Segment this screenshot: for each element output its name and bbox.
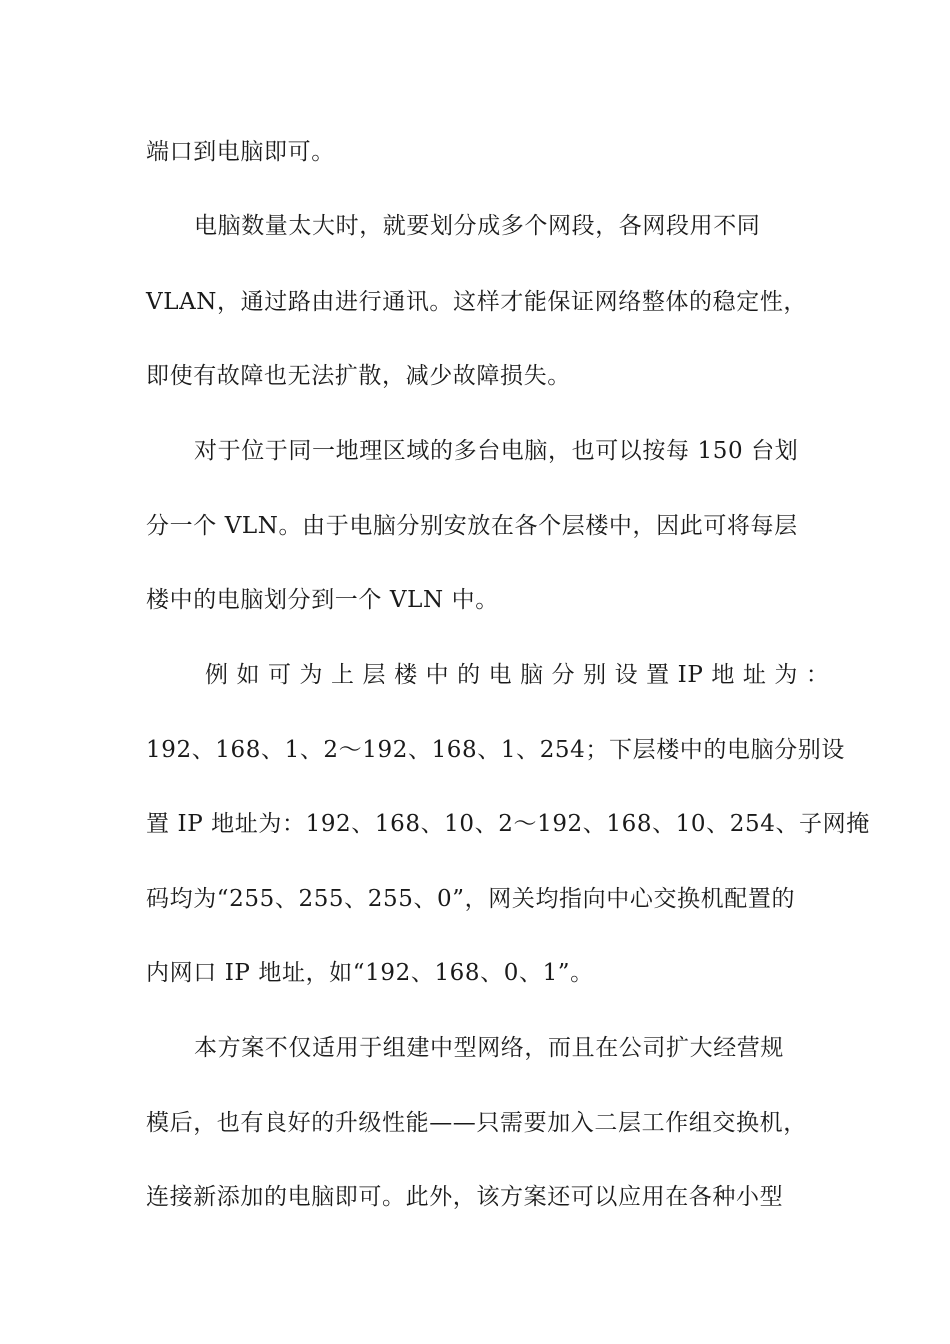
paragraph-start-line: 例 如 可 为 上 层 楼 中 的 电 脑 分 别 设 置 IP 地 址 为 ：	[205, 662, 830, 688]
text-line: VLAN，通过路由进行通讯。这样才能保证网络整体的稳定性，	[146, 289, 808, 315]
text-line: 内网口 IP 地址，如“192、168、0、1”。	[146, 960, 594, 986]
text-line: 192、168、1、2～192、168、1、254；下层楼中的电脑分别设	[146, 737, 845, 763]
text-line: 置 IP 地址为：192、168、10、2～192、168、10、254、子网掩	[146, 811, 870, 837]
paragraph-start-line: 对于位于同一地理区域的多台电脑，也可以按每 150 台划	[194, 438, 799, 464]
text-line: 端口到电脑即可。	[146, 139, 335, 165]
text-line: 即使有故障也无法扩散，减少故障损失。	[146, 363, 571, 389]
text-line: 码均为“255、255、255、0”，网关均指向中心交换机配置的	[146, 886, 796, 912]
paragraph-start-line: 电脑数量太大时，就要划分成多个网段，各网段用不同	[194, 213, 761, 239]
paragraph-start-line: 本方案不仅适用于组建中型网络，而且在公司扩大经营规	[194, 1035, 784, 1061]
text-line: 分一个 VLN。由于电脑分别安放在各个层楼中，因此可将每层	[146, 513, 798, 539]
text-line: 模后，也有良好的升级性能——只需要加入二层工作组交换机，	[146, 1110, 807, 1136]
text-line: 楼中的电脑划分到一个 VLN 中。	[146, 587, 499, 613]
text-line: 连接新添加的电脑即可。此外，该方案还可以应用在各种小型	[146, 1184, 784, 1210]
